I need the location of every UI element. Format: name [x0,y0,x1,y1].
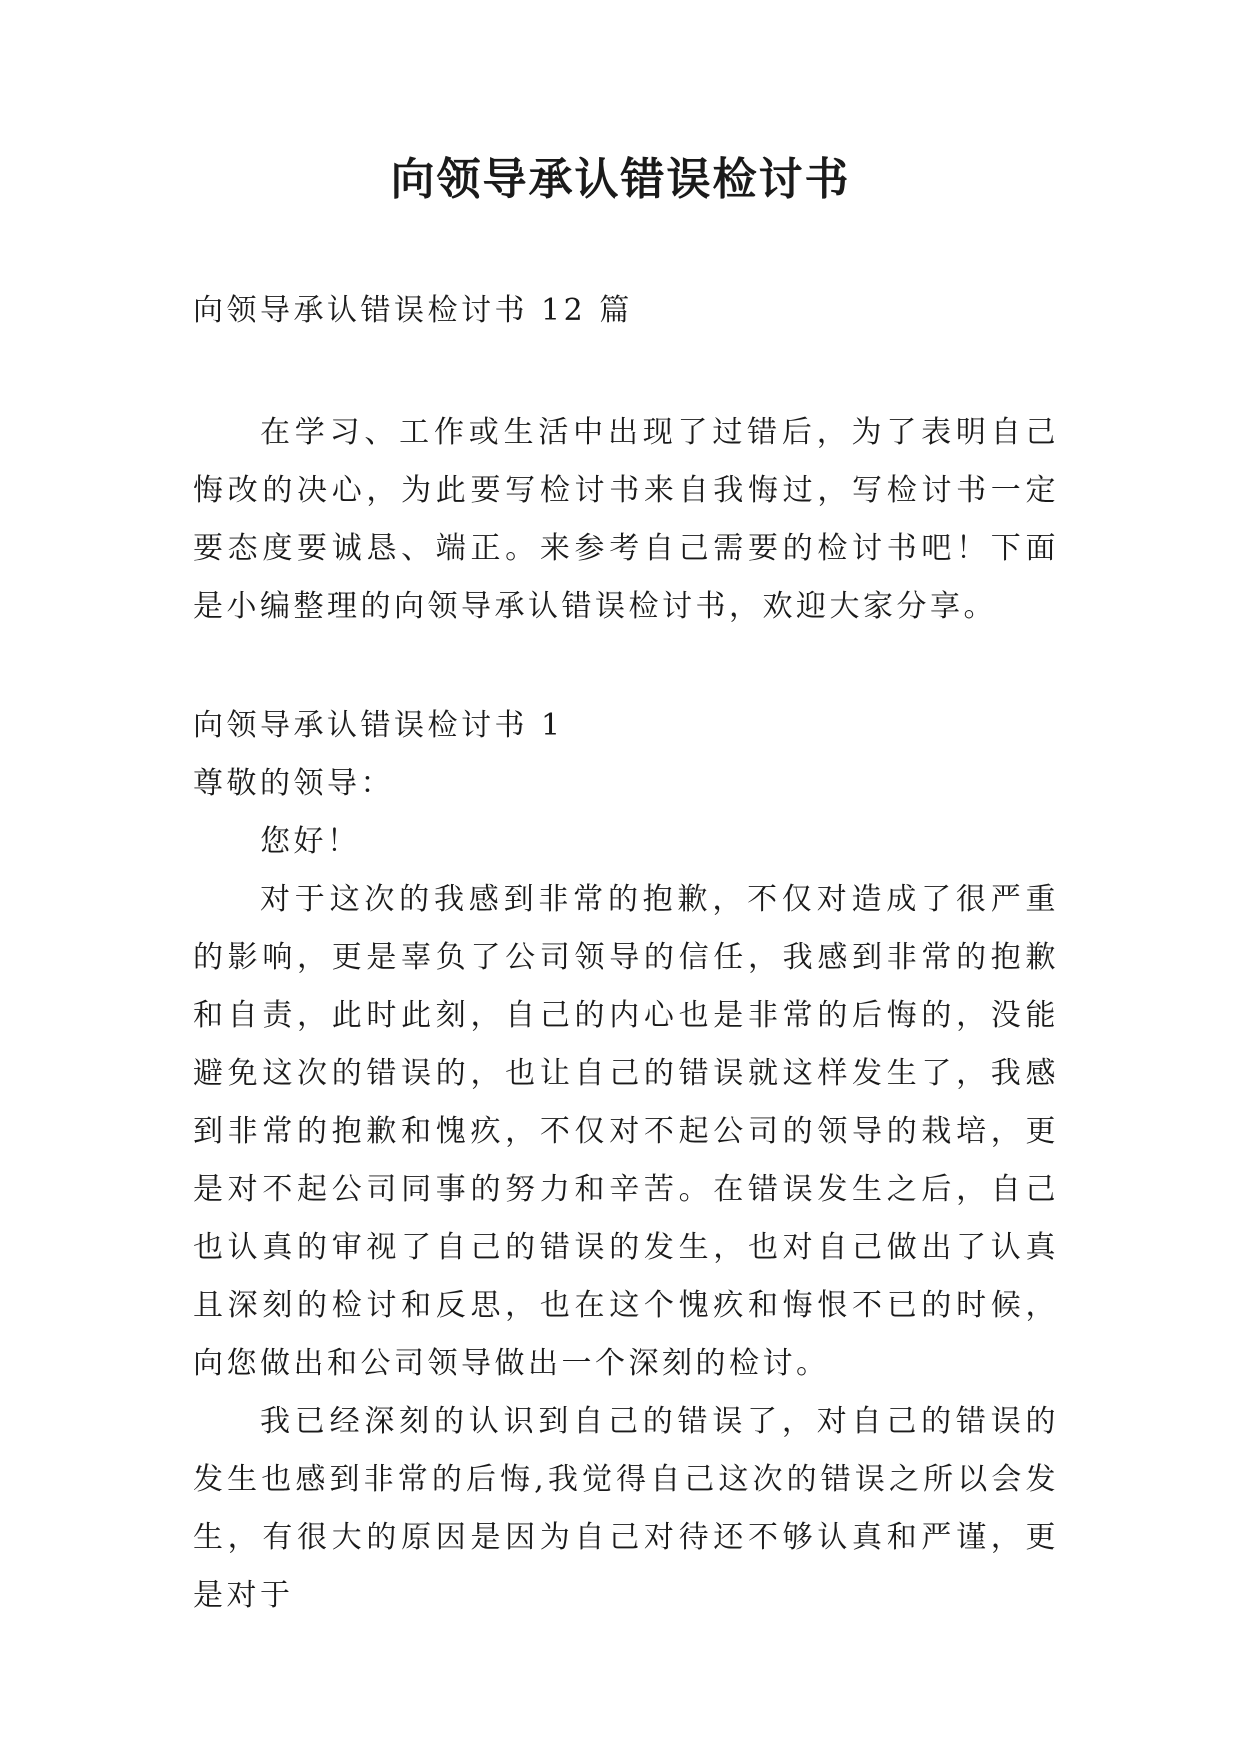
body-paragraph-1: 对于这次的我感到非常的抱歉，不仅对造成了很严重的影响，更是辜负了公司领导的信任，我感到非常的抱歉和自责，此时此刻，自己的内心也是非常的后悔的，没能避免这次的错误的，也让自己的错误就这样发生了，我感到非常的抱歉和愧疚，不仅对不起公司的领导的栽培，更是对不起公司同事的努力和辛苦。在错误发生之后，自己也认真的审视了自己的错误的发生，也对自己做出了认真且深刻的检讨和反思，也在这个愧疚和悔恨不已的时候，向您做出和公司领导做出一个深刻的检讨。 [193,882,1059,1381]
salutation: 尊敬的领导： [193,766,394,801]
body-paragraph-2: 我已经深刻的认识到自己的错误了，对自己的错误的发生也感到非常的后悔,我觉得自己这次的错误之所以会发生，有很大的原因是因为自己对待还不够认真和严谨，更是对于 [193,1404,1059,1613]
intro-block [193,404,1059,636]
document-title: 向领导承认错误检讨书 [390,154,851,205]
intro-paragraph: 在学习、工作或生活中出现了过错后，为了表明自己悔改的决心，为此要写检讨书来自我悔过，写检讨书一定要态度要诚恳、端正。来参考自己需要的检讨书吧！下面是小编整理的向领导承认错误检讨书，欢迎大家分享。 [193,415,1059,624]
section-heading: 向领导承认错误检讨书 1 [193,708,564,743]
section-1 [193,697,1059,1625]
document-subtitle: 向领导承认错误检讨书 12 篇 [193,293,633,328]
document-subtitle-block [193,282,1059,340]
greeting: 您好！ [260,824,361,859]
